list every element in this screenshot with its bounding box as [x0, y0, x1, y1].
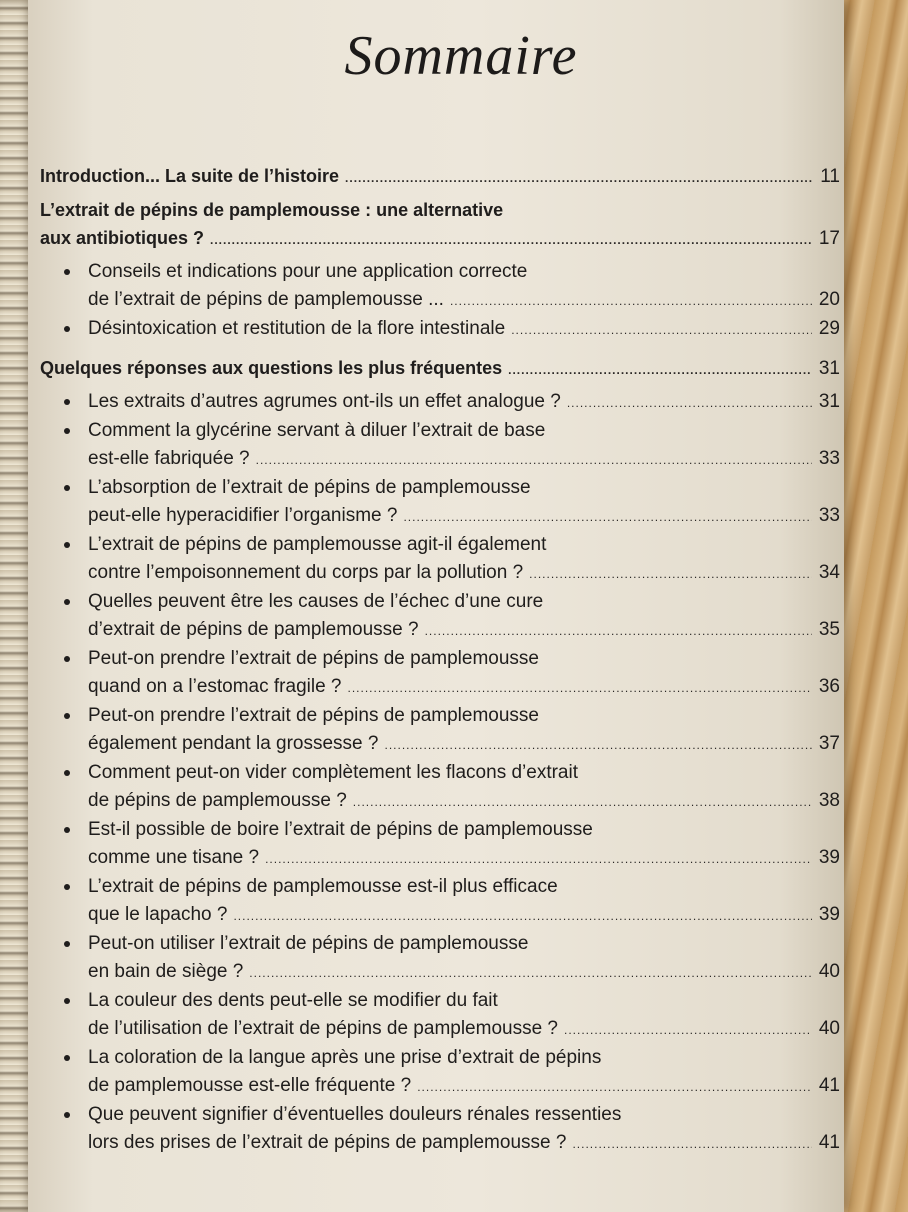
toc-item	[40, 816, 840, 873]
toc-entry-text: quand on a l’estomac fragile ?	[88, 676, 342, 697]
dot-leader	[572, 1130, 812, 1158]
toc-entry-text: Peut-on prendre l’extrait de pépins de pamplemousse	[88, 705, 539, 726]
toc-item	[40, 759, 840, 816]
toc-section-antibiotiques	[40, 196, 840, 254]
dot-leader	[353, 788, 812, 816]
dot-leader	[384, 731, 812, 759]
dot-leader	[564, 1016, 812, 1044]
bullet-icon	[64, 1112, 70, 1118]
dot-leader	[417, 1073, 812, 1101]
toc-page-number: 38	[818, 790, 840, 811]
bullet-icon	[64, 599, 70, 605]
toc-entry-text: L’absorption de l’extrait de pépins de pamplemousse	[88, 477, 531, 498]
toc-item	[40, 388, 840, 417]
bullet-icon	[64, 399, 70, 405]
toc-entry-text: également pendant la grossesse ?	[88, 733, 379, 754]
toc-entry-text: L’extrait de pépins de pamplemousse est-il plus efficace	[88, 876, 558, 897]
toc-page-number: 35	[818, 619, 840, 640]
toc-entry-text: Conseils et indications pour une application correcte	[88, 261, 528, 282]
toc-section-questions	[40, 354, 840, 384]
toc-page-number: 39	[818, 904, 840, 925]
toc-entry-text: aux antibiotiques ?	[40, 228, 205, 248]
toc-item	[40, 588, 840, 645]
toc-entry-text: Peut-on prendre l’extrait de pépins de pamplemousse	[88, 648, 539, 669]
toc-page-number: 40	[818, 961, 840, 982]
toc-page-number: 31	[818, 391, 840, 412]
dot-leader	[508, 356, 812, 384]
dot-leader	[403, 503, 812, 531]
toc-entry-text: Quelles peuvent être les causes de l’échec d’une cure	[88, 591, 544, 612]
dot-leader	[210, 226, 812, 254]
toc-page-number: 36	[818, 676, 840, 697]
toc-entry-text: lors des prises de l’extrait de pépins de pamplemousse ?	[88, 1132, 567, 1153]
toc-entry-text: Que peuvent signifier d’éventuelles douleurs rénales ressenties	[88, 1104, 622, 1125]
toc-entry-text: Désintoxication et restitution de la flore intestinale	[88, 318, 506, 339]
toc-entry-text: que le lapacho ?	[88, 904, 228, 925]
toc-entry-text: Est-il possible de boire l’extrait de pépins de pamplemousse	[88, 819, 593, 840]
table-of-contents	[40, 162, 840, 1158]
toc-page-number: 41	[818, 1075, 840, 1096]
bullet-icon	[64, 884, 70, 890]
bullet-icon	[64, 941, 70, 947]
bullet-icon	[64, 827, 70, 833]
toc-entry-text: Comment peut-on vider complètement les flacons d’extrait	[88, 762, 579, 783]
toc-entry-text: de l’utilisation de l’extrait de pépins de pamplemousse ?	[88, 1018, 558, 1039]
toc-entry-text: L’extrait de pépins de pamplemousse agit-il également	[88, 534, 547, 555]
toc-item	[40, 474, 840, 531]
dot-leader	[256, 446, 812, 474]
toc-entry-text: Les extraits d’autres agrumes ont-ils un effet analogue ?	[88, 391, 561, 412]
book-page	[28, 0, 844, 1212]
dot-leader	[345, 164, 812, 192]
toc-entry-text: peut-elle hyperacidifier l’organisme ?	[88, 505, 398, 526]
toc-entry-text: contre l’empoisonnement du corps par la pollution ?	[88, 562, 524, 583]
toc-item	[40, 930, 840, 987]
toc-page-number: 33	[818, 505, 840, 526]
toc-entry-text: d’extrait de pépins de pamplemousse ?	[88, 619, 419, 640]
toc-entry-text: Quelques réponses aux questions les plus fréquentes	[40, 358, 503, 378]
toc-item	[40, 315, 840, 344]
toc-entry-text: L’extrait de pépins de pamplemousse : une alternative	[40, 200, 504, 220]
toc-entry-text: Introduction... La suite de l’histoire	[40, 166, 340, 186]
toc-entry-text: Comment la glycérine servant à diluer l’extrait de base	[88, 420, 546, 441]
toc-page-number: 33	[818, 448, 840, 469]
toc-entry-text: est-elle fabriquée ?	[88, 448, 250, 469]
toc-item	[40, 702, 840, 759]
toc-entry-text: Peut-on utiliser l’extrait de pépins de pamplemousse	[88, 933, 529, 954]
toc-entry-text: La coloration de la langue après une prise d’extrait de pépins	[88, 1047, 602, 1068]
bullet-icon	[64, 770, 70, 776]
dot-leader	[233, 902, 812, 930]
toc-item	[40, 531, 840, 588]
toc-entry-text: La couleur des dents peut-elle se modifier du fait	[88, 990, 498, 1011]
toc-page-number: 41	[818, 1132, 840, 1153]
dot-leader	[265, 845, 812, 873]
bullet-icon	[64, 656, 70, 662]
toc-item	[40, 258, 840, 315]
bullet-icon	[64, 326, 70, 332]
toc-item	[40, 1101, 840, 1158]
toc-page-number: 20	[818, 289, 840, 310]
toc-item	[40, 417, 840, 474]
toc-entry-text: en bain de siège ?	[88, 961, 244, 982]
bullet-icon	[64, 485, 70, 491]
bullet-icon	[64, 542, 70, 548]
bullet-icon	[64, 713, 70, 719]
bullet-icon	[64, 1055, 70, 1061]
dot-leader	[450, 287, 812, 315]
toc-page-number: 17	[818, 228, 840, 249]
dot-leader	[529, 560, 812, 588]
toc-item	[40, 1044, 840, 1101]
page-title: Sommaire	[344, 25, 578, 87]
dot-leader	[249, 959, 812, 987]
toc-entry-text: de pépins de pamplemousse ?	[88, 790, 347, 811]
toc-item	[40, 873, 840, 930]
bullet-icon	[64, 269, 70, 275]
toc-page-number: 31	[818, 358, 840, 379]
toc-entry-text: comme une tisane ?	[88, 847, 260, 868]
dot-leader	[425, 617, 812, 645]
toc-page-number: 40	[818, 1018, 840, 1039]
toc-page-number: 11	[820, 166, 840, 187]
dot-leader	[511, 316, 812, 344]
dot-leader	[348, 674, 813, 702]
toc-entry-introduction	[40, 162, 840, 192]
toc-entry-text: de l’extrait de pépins de pamplemousse ...	[88, 289, 444, 310]
toc-item	[40, 645, 840, 702]
toc-entry-text: de pamplemousse est-elle fréquente ?	[88, 1075, 412, 1096]
bullet-icon	[64, 428, 70, 434]
toc-page-number: 37	[818, 733, 840, 754]
toc-item	[40, 987, 840, 1044]
toc-page-number: 34	[818, 562, 840, 583]
bullet-icon	[64, 998, 70, 1004]
toc-page-number: 39	[818, 847, 840, 868]
toc-page-number: 29	[818, 318, 840, 339]
dot-leader	[567, 389, 812, 417]
